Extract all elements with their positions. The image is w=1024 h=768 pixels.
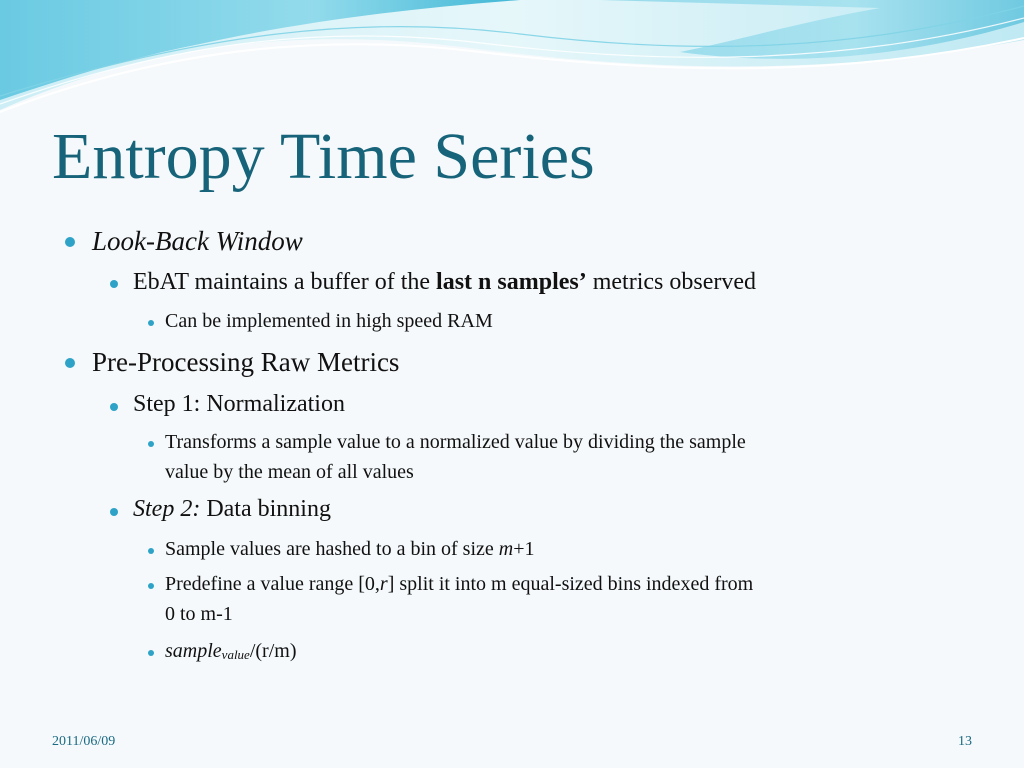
bullet-icon <box>65 237 75 247</box>
footer-page-number: 13 <box>958 734 972 749</box>
bullet-ebat-buffer <box>133 269 756 296</box>
formula-subscript: value <box>221 647 250 662</box>
formula-rest: /(r/m) <box>249 640 297 662</box>
bullet-icon <box>148 548 154 554</box>
bullet-hashed-bins-var: m <box>498 538 514 560</box>
bullet-step-2-rest: Data binning <box>200 496 331 522</box>
bullet-ebat-buffer-bold: last n samples’ <box>436 269 587 295</box>
bullet-step-1: Step 1: Normalization <box>133 391 345 417</box>
bullet-predefine-post: ] split it into m equal-sized bins indexed from <box>387 573 754 595</box>
bullet-icon <box>148 320 154 326</box>
bullet-transforms-line-2: value by the mean of all values <box>165 461 414 483</box>
wave-banner <box>0 0 1024 130</box>
bullet-icon <box>110 508 118 516</box>
bullet-sample-formula <box>165 637 296 667</box>
bullet-hashed-bins-pre: Sample values are hashed to a bin of size <box>165 538 499 560</box>
footer-date: 2011/06/09 <box>52 734 116 749</box>
bullet-icon <box>110 280 118 288</box>
bullet-high-speed-ram: Can be implemented in high speed RAM <box>165 310 493 332</box>
bullet-icon <box>65 358 75 368</box>
bullet-step-2-label: Step 2: <box>133 496 201 522</box>
bullet-ebat-buffer-pre: EbAT maintains a buffer of the <box>133 269 437 295</box>
bullet-ebat-buffer-post: metrics observed <box>586 269 757 295</box>
bullet-icon <box>110 403 118 411</box>
bullet-hashed-bins-post: +1 <box>513 538 535 560</box>
bullet-pre-processing: Pre-Processing Raw Metrics <box>92 347 400 377</box>
bullet-step-2 <box>133 496 331 523</box>
bullet-icon <box>148 441 154 447</box>
slide-title: Entropy Time Series <box>52 120 595 193</box>
bullet-predefine-pre: Predefine a value range [0, <box>165 573 380 595</box>
bullet-look-back-window: Look-Back Window <box>92 226 303 256</box>
bullet-predefine-var: r <box>379 573 388 595</box>
bullet-icon <box>148 650 154 656</box>
formula-sample: sample <box>165 640 222 662</box>
bullet-transforms-line-1: Transforms a sample value to a normalized value by dividing the sample <box>165 431 746 453</box>
bullet-hashed-bins <box>165 535 535 564</box>
bullet-predefine-line-2: 0 to m-1 <box>165 603 233 625</box>
bullet-icon <box>148 583 154 589</box>
bullet-predefine-line-1 <box>165 570 753 599</box>
